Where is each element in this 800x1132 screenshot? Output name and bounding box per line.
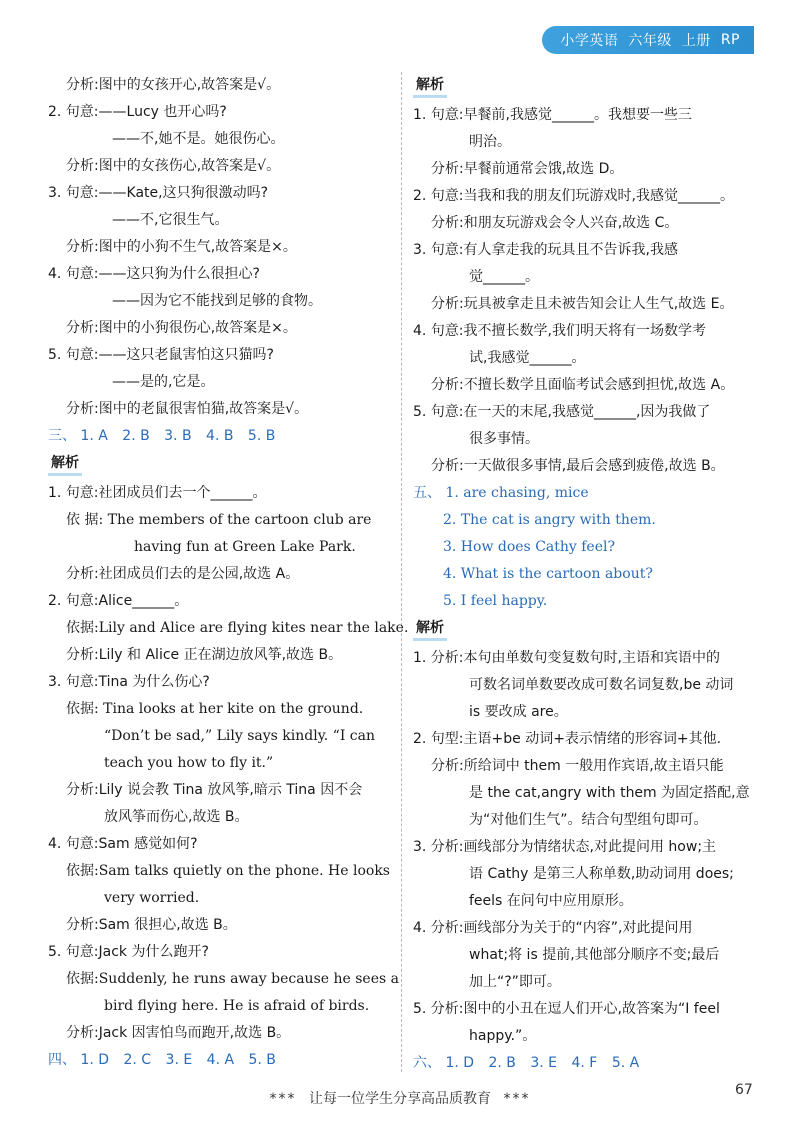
header-term: 上册 bbox=[681, 33, 711, 49]
section-label: 五、 bbox=[413, 485, 441, 501]
text-line: ——不,它很生气。 bbox=[112, 212, 229, 228]
text-line: 加上“?”即可。 bbox=[469, 974, 561, 990]
text-line: “Don’t be sad,” Lily says kindly. “I can bbox=[104, 728, 375, 744]
text-line: happy.”。 bbox=[469, 1028, 537, 1044]
column-divider bbox=[401, 72, 402, 1072]
text-line: 分析:图中的女孩伤心,故答案是√。 bbox=[66, 158, 281, 174]
left-column bbox=[48, 72, 409, 1074]
text-line: teach you how to fly it.” bbox=[104, 755, 274, 771]
text-line: very worried. bbox=[104, 890, 200, 906]
analysis-heading: 解析 bbox=[413, 75, 447, 98]
text-line: 语 Cathy 是第三人称单数,助动词用 does; bbox=[469, 866, 734, 882]
text-line: 明治。 bbox=[469, 134, 511, 150]
text-line: 分析:Jack 因害怕鸟而跑开,故选 B。 bbox=[66, 1025, 291, 1041]
answer: 1. are chasing, mice bbox=[445, 485, 589, 501]
text-line: is 要改成 are。 bbox=[469, 704, 568, 720]
text-line: 5. 句意:——这只老鼠害怕这只猫吗? bbox=[48, 347, 274, 363]
text-line: 依据:Suddenly, he runs away because he sees a bbox=[66, 971, 399, 987]
text-line: 分析:一天做很多事情,最后会感到疲倦,故选 B。 bbox=[431, 458, 725, 474]
answer: 3. E bbox=[165, 1052, 193, 1068]
text-line: 4. 句意:我不擅长数学,我们明天将有一场数学考 bbox=[413, 323, 706, 339]
text-line: 分析:Sam 很担心,故选 B。 bbox=[66, 917, 237, 933]
header-subject: 小学英语 bbox=[560, 33, 619, 49]
text-line: having fun at Green Lake Park. bbox=[134, 539, 356, 555]
text-line: 4. 分析:画线部分为关于的“内容”,对此提问用 bbox=[413, 920, 693, 936]
text-line: 分析:社团成员们去的是公园,故选 A。 bbox=[66, 566, 300, 582]
text-line: 2. 句意:Alice______。 bbox=[48, 593, 189, 609]
text-line: 放风筝而伤心,故选 B。 bbox=[104, 809, 249, 825]
text-line: 依 据: The members of the cartoon club are bbox=[66, 512, 372, 528]
text-line: 分析:图中的小狗不生气,故答案是×。 bbox=[66, 239, 297, 255]
answer: 5. A bbox=[611, 1055, 640, 1071]
answer: 1. A bbox=[80, 428, 108, 444]
answer: 5. I feel happy. bbox=[443, 593, 548, 609]
text-line: ——是的,它是。 bbox=[112, 374, 215, 390]
text-line: 4. 句意:——这只狗为什么很担心? bbox=[48, 266, 260, 282]
header-edition: RP bbox=[720, 32, 740, 48]
text-line: 依据:Lily and Alice are flying kites near the lake. bbox=[66, 620, 409, 636]
text-line: 分析:和朋友玩游戏会令人兴奋,故选 C。 bbox=[431, 215, 679, 231]
book-header-bar bbox=[542, 26, 754, 54]
answer: 4. B bbox=[206, 428, 234, 444]
text-line: 为“对他们生气”。结合句型组句即可。 bbox=[469, 812, 708, 828]
text-line: 依据: Tina looks at her kite on the ground. bbox=[66, 701, 364, 717]
text-line: 1. 句意:社团成员们去一个______。 bbox=[48, 485, 267, 501]
text-line: 1. 句意:早餐前,我感觉______。我想要一些三 bbox=[413, 107, 692, 123]
text-line: 分析:早餐前通常会饿,故选 D。 bbox=[431, 161, 624, 177]
page-footer bbox=[0, 1088, 800, 1108]
text-line: 分析:所给词中 them 一般用作宾语,故主语只能 bbox=[431, 758, 724, 774]
footer-slogan: 让每一位学生分享高品质教育 bbox=[309, 1091, 491, 1107]
analysis-heading: 解析 bbox=[48, 453, 82, 476]
answer-row-section-3 bbox=[48, 423, 396, 450]
section-label: 六、 bbox=[413, 1055, 441, 1071]
text-line: 分析:不擅长数学且面临考试会感到担忧,故选 A。 bbox=[431, 377, 735, 393]
text-line: 3. 分析:画线部分为情绪状态,对此提问用 how;主 bbox=[413, 839, 717, 855]
text-line: 3. 句意:——Kate,这只狗很激动吗? bbox=[48, 185, 269, 201]
text-line: feels 在问句中应用原形。 bbox=[469, 893, 633, 909]
footer-stars-left: *** bbox=[269, 1091, 297, 1107]
text-line: 依据:Sam talks quietly on the phone. He looks bbox=[66, 863, 390, 879]
text-line: 2. 句型:主语+be 动词+表示情绪的形容词+其他. bbox=[413, 731, 722, 747]
right-column bbox=[413, 72, 757, 1077]
text-line: 1. 分析:本句由单数句变复数句时,主语和宾语中的 bbox=[413, 650, 720, 666]
answer-row-section-6 bbox=[413, 1050, 757, 1077]
text-line: 分析:图中的老鼠很害怕猫,故答案是√。 bbox=[66, 401, 309, 417]
answer-row-section-5 bbox=[413, 480, 757, 507]
text-line: 分析:Lily 和 Alice 正在湖边放风筝,故选 B。 bbox=[66, 647, 343, 663]
text-line: 试,我感觉______。 bbox=[469, 350, 586, 366]
footer-stars-right: *** bbox=[503, 1091, 531, 1107]
analysis-heading: 解析 bbox=[413, 618, 447, 641]
text-line: 5. 句意:在一天的末尾,我感觉______,因为我做了 bbox=[413, 404, 711, 420]
text-line: bird flying here. He is afraid of birds. bbox=[104, 998, 370, 1014]
text-line: 很多事情。 bbox=[469, 431, 539, 447]
answer: 2. B bbox=[488, 1055, 516, 1071]
answer: 3. E bbox=[530, 1055, 558, 1071]
header-grade: 六年级 bbox=[628, 33, 672, 49]
answer: 3. How does Cathy feel? bbox=[443, 539, 615, 555]
text-line: 分析:玩具被拿走且未被告知会让人生气,故选 E。 bbox=[431, 296, 734, 312]
text-line: 5. 分析:图中的小丑在逗人们开心,故答案为“I feel bbox=[413, 1001, 720, 1017]
text-line: 3. 句意:Tina 为什么伤心? bbox=[48, 674, 210, 690]
section-label: 三、 bbox=[48, 428, 76, 444]
text-line: 分析:Lily 说会教 Tina 放风筝,暗示 Tina 因不会 bbox=[66, 782, 363, 798]
answer: 3. B bbox=[164, 428, 192, 444]
text-line: ——因为它不能找到足够的食物。 bbox=[112, 293, 322, 309]
text-line: 3. 句意:有人拿走我的玩具且不告诉我,我感 bbox=[413, 242, 678, 258]
text-line: what;将 is 提前,其他部分顺序不变;最后 bbox=[469, 947, 720, 963]
answer-row-section-4 bbox=[48, 1047, 396, 1074]
text-line: 2. 句意:——Lucy 也开心吗? bbox=[48, 104, 227, 120]
text-line: 2. 句意:当我和我的朋友们玩游戏时,我感觉______。 bbox=[413, 188, 734, 204]
answer: 2. The cat is angry with them. bbox=[443, 512, 656, 528]
answer: 4. A bbox=[206, 1052, 235, 1068]
answer: 4. What is the cartoon about? bbox=[443, 566, 653, 582]
answer: 5. B bbox=[248, 1052, 276, 1068]
answer: 5. B bbox=[247, 428, 276, 444]
answer: 1. D bbox=[445, 1055, 475, 1071]
text-line: 分析:图中的小狗很伤心,故答案是×。 bbox=[66, 320, 297, 336]
answer: 4. F bbox=[571, 1055, 598, 1071]
page-number: 67 bbox=[735, 1082, 753, 1098]
answer: 2. C bbox=[123, 1052, 152, 1068]
answer: 2. B bbox=[122, 428, 150, 444]
text-line: 可数名词单数要改成可数名词复数,be 动词 bbox=[469, 677, 734, 693]
text-line: 4. 句意:Sam 感觉如何? bbox=[48, 836, 198, 852]
text-line: 分析:图中的女孩开心,故答案是√。 bbox=[66, 77, 281, 93]
text-line: ——不,她不是。她很伤心。 bbox=[112, 131, 285, 147]
answer: 1. D bbox=[80, 1052, 110, 1068]
text-line: 5. 句意:Jack 为什么跑开? bbox=[48, 944, 209, 960]
text-line: 觉______。 bbox=[469, 269, 539, 285]
section-label: 四、 bbox=[48, 1052, 76, 1068]
text-line: 是 the cat,angry with them 为固定搭配,意 bbox=[469, 785, 750, 801]
